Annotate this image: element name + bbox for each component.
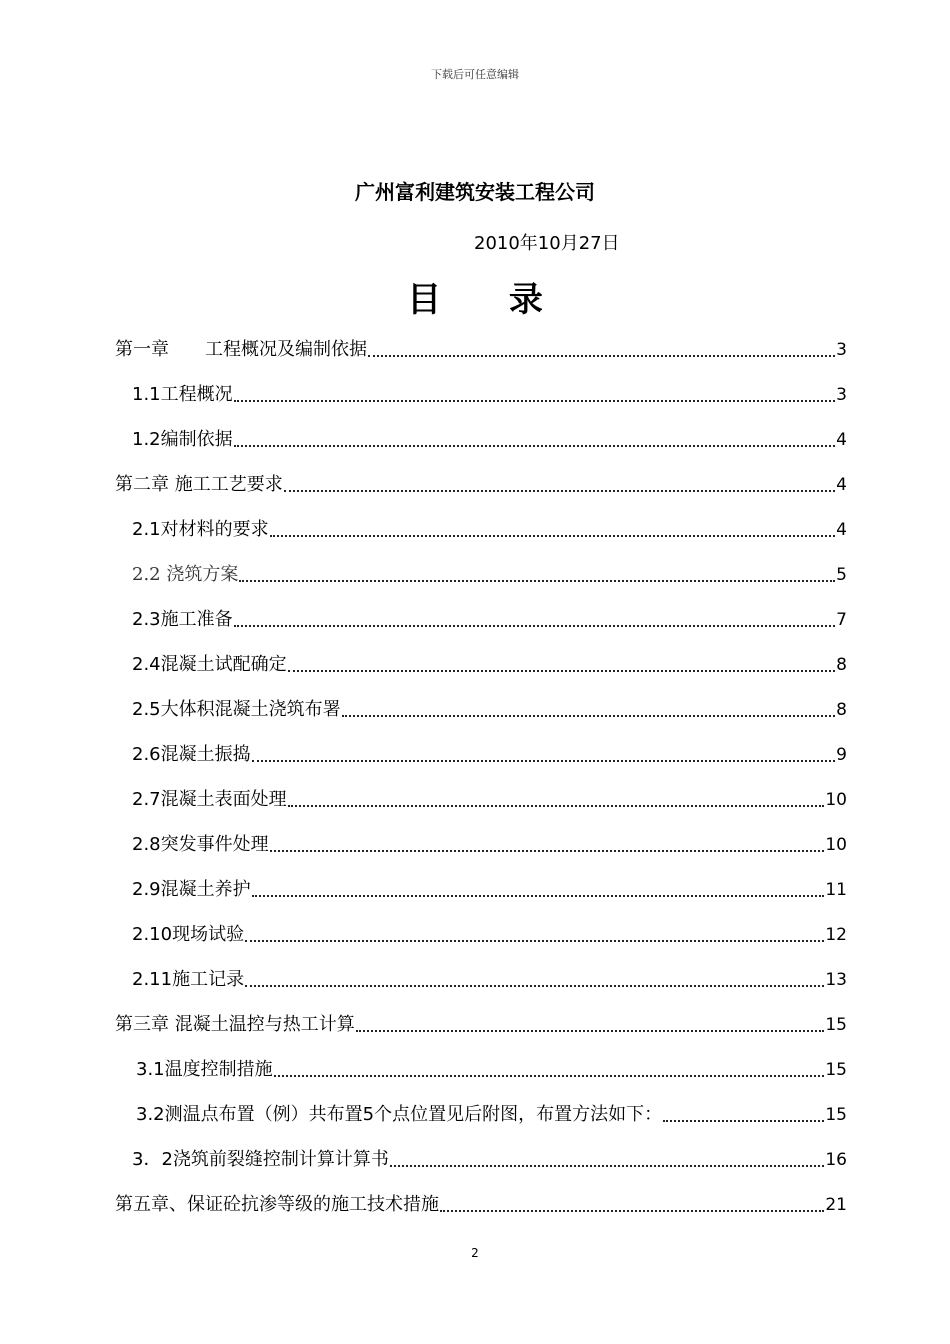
toc-entry-label: 2.8突发事件处理 bbox=[132, 834, 269, 855]
toc-leader-dots bbox=[356, 1030, 825, 1032]
toc-entry-page: 5 bbox=[836, 565, 847, 585]
toc-entry-page: 11 bbox=[825, 880, 847, 900]
toc-entry[interactable] bbox=[132, 875, 847, 905]
toc-entry-page: 10 bbox=[825, 835, 847, 855]
toc-entry-label: 2.1对材料的要求 bbox=[132, 519, 269, 540]
document-date: 2010年10月27日 bbox=[474, 233, 620, 254]
toc-entry[interactable] bbox=[132, 920, 847, 950]
toc-leader-dots bbox=[270, 850, 825, 852]
toc-leader-dots bbox=[368, 355, 835, 357]
toc-leader-dots bbox=[234, 445, 836, 447]
toc-leader-dots bbox=[274, 1075, 825, 1077]
toc-leader-dots bbox=[245, 985, 824, 987]
toc-leader-dots bbox=[234, 400, 836, 402]
toc-entry-page: 3 bbox=[836, 385, 847, 405]
toc-entry[interactable] bbox=[132, 830, 847, 860]
toc-entry-page: 10 bbox=[825, 790, 847, 810]
toc-leader-dots bbox=[252, 760, 836, 762]
toc-entry-page: 3 bbox=[836, 340, 847, 360]
toc-entry-page: 16 bbox=[825, 1150, 847, 1170]
toc-entry[interactable] bbox=[115, 335, 847, 365]
toc-leader-dots bbox=[288, 670, 836, 672]
toc-entry[interactable] bbox=[136, 1055, 847, 1085]
toc-entry-label: 3.1温度控制措施 bbox=[136, 1059, 273, 1080]
toc-entry-label: 3.2测温点布置（例）共布置5个点位置见后附图，布置方法如下： bbox=[136, 1104, 663, 1125]
toc-entry-page: 15 bbox=[825, 1060, 847, 1080]
toc-entry-label: 第五章、保证砼抗渗等级的施工技术措施 bbox=[115, 1194, 439, 1215]
page-number: 2 bbox=[471, 1246, 479, 1260]
toc-leader-dots bbox=[440, 1210, 824, 1212]
toc-entry[interactable] bbox=[132, 1145, 847, 1175]
toc-leader-dots bbox=[663, 1120, 824, 1122]
toc-entry-label: 2.3施工准备 bbox=[132, 609, 233, 630]
toc-entry-label: 1.1工程概况 bbox=[132, 384, 233, 405]
toc-entry-page: 9 bbox=[836, 745, 847, 765]
header-note: 下载后可任意编辑 bbox=[431, 68, 519, 81]
toc-entry[interactable] bbox=[132, 380, 847, 410]
toc-entry-page: 4 bbox=[836, 430, 847, 450]
toc-leader-dots bbox=[245, 940, 824, 942]
toc-entry[interactable] bbox=[132, 560, 847, 590]
toc-entry-label: 3．2浇筑前裂缝控制计算计算书 bbox=[132, 1149, 389, 1170]
toc-entry-page: 8 bbox=[836, 655, 847, 675]
toc-entry-label: 2.10现场试验 bbox=[132, 924, 245, 945]
toc-entry-label: 1.2编制依据 bbox=[132, 429, 233, 450]
toc-entry-label: 第三章 混凝土温控与热工计算 bbox=[115, 1014, 355, 1035]
toc-entry[interactable] bbox=[132, 740, 847, 770]
toc-entry-page: 21 bbox=[825, 1195, 847, 1215]
toc-entry-page: 15 bbox=[825, 1105, 847, 1125]
toc-entry-page: 7 bbox=[836, 610, 847, 630]
toc-leader-dots bbox=[342, 715, 836, 717]
toc-entry[interactable] bbox=[132, 425, 847, 455]
toc-entry-page: 13 bbox=[825, 970, 847, 990]
toc-entry-label: 2.7混凝土表面处理 bbox=[132, 789, 287, 810]
toc-leader-dots bbox=[270, 535, 836, 537]
toc-entry[interactable] bbox=[115, 1010, 847, 1040]
toc-entry[interactable] bbox=[132, 650, 847, 680]
toc-entry[interactable] bbox=[132, 965, 847, 995]
toc-leader-dots bbox=[390, 1165, 824, 1167]
toc-leader-dots bbox=[239, 580, 835, 582]
toc-entry[interactable] bbox=[115, 1190, 847, 1220]
toc-entry-label: 2.4混凝土试配确定 bbox=[132, 654, 287, 675]
toc-entry-page: 15 bbox=[825, 1015, 847, 1035]
toc-leader-dots bbox=[252, 895, 825, 897]
toc-entry[interactable] bbox=[115, 470, 847, 500]
toc-entry[interactable] bbox=[132, 785, 847, 815]
toc-entry[interactable] bbox=[132, 605, 847, 635]
toc-entry-label: 2.9混凝土养护 bbox=[132, 879, 251, 900]
toc-entry-page: 8 bbox=[836, 700, 847, 720]
toc-entry-label: 第一章 工程概况及编制依据 bbox=[115, 339, 367, 360]
toc-entry-label: 2.11施工记录 bbox=[132, 969, 245, 990]
toc-entry-label: 2.6混凝土振捣 bbox=[132, 744, 251, 765]
toc-leader-dots bbox=[284, 490, 835, 492]
toc-entry[interactable] bbox=[132, 515, 847, 545]
toc-entry-label: 2.2 浇筑方案 bbox=[132, 564, 239, 585]
toc-leader-dots bbox=[288, 805, 825, 807]
toc-entry-label: 2.5大体积混凝土浇筑布署 bbox=[132, 699, 341, 720]
toc-entry-label: 第二章 施工工艺要求 bbox=[115, 474, 283, 495]
toc-entry[interactable] bbox=[132, 695, 847, 725]
toc-entry-page: 4 bbox=[836, 475, 847, 495]
toc-entry-page: 4 bbox=[836, 520, 847, 540]
toc-leader-dots bbox=[234, 625, 836, 627]
toc-entry-page: 12 bbox=[825, 925, 847, 945]
toc-title: 目 录 bbox=[407, 280, 571, 320]
toc-entry[interactable] bbox=[136, 1100, 847, 1130]
company-name: 广州富利建筑安装工程公司 bbox=[355, 180, 595, 204]
